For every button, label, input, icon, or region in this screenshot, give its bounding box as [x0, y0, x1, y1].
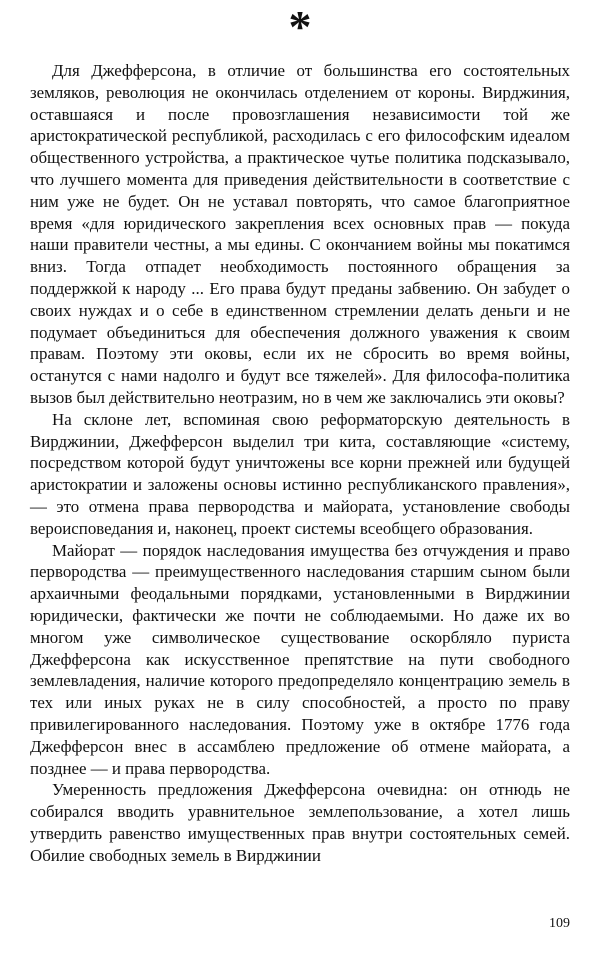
section-separator-asterisk: * — [288, 1, 312, 52]
paragraph: На склоне лет, вспоминая свою реформаторскую деятельность в Вирджинии, Джефферсон выделил три кита, составляющие «систему, посредством которой будут уничтожены все корни прежней или будущей аристократии и заложены основы истинно республиканского правления», — это отмена права первородства и майората, установление свободы вероисповедания и, наконец, проект системы всеобщего образования. — [30, 409, 570, 538]
page-number: 109 — [549, 916, 570, 931]
paragraph: Для Джефферсона, в отличие от большинства его состоятельных земляков, революция не окончилась отделением от короны. Вирджиния, оставшаяся и после провозглашения независимости той же аристократической республикой, расходилась с его философским идеалом общественного устройства, а практическое чутье политика подсказывало, что лучшего момента для приведения действительности в соответствие с ним уже не будет. Он не уставал повторять, что самое благоприятное время «для юридического закрепления всех основных прав — покуда наши правители честны, а мы едины. С окончанием войны мы покатимся вниз. Тогда отпадет необходимость постоянного обращения за поддержкой к народу ... Его права будут преданы забвению. Он забудет о своих нуждах и о себе в единственном стремлении делать деньги и не подумает объединиться для обеспечения должного уважения к своим правам. Поэтому эти оковы, если их не сбросить во время войны, останутся с нами надолго и будут все тяжелей». Для философа-политика вызов был действительно неотразим, но в чем же заключались эти оковы? — [30, 61, 570, 407]
paragraph: Майорат — порядок наследования имущества без отчуждения и право первородства — преимущественного наследования старшим сыном были архаичными феодальными порядками, установленными в Вирджинии юридически, фактически же почти не соблюдаемыми. Но даже их во многом уже символическое существование оскорбляло пуриста Джефферсона как искусственное препятствие на пути свободного землевладения, наличие которого предопределяло концентрацию земель в тех или иных руках не в силу способностей, а просто по праву привилегированного наследования. Поэтому уже в октябре 1776 года Джефферсон внес в ассамблею предложение об отмене майората, а позднее — и права первородства. — [30, 540, 570, 778]
paragraph: Умеренность предложения Джефферсона очевидна: он отнюдь не собирался вводить уравнительное землепользование, а хотел лишь утвердить равенство имущественных прав внутри состоятельных семей. Обилие свободных земель в Вирджинии — [30, 780, 570, 865]
body-text — [30, 60, 570, 866]
